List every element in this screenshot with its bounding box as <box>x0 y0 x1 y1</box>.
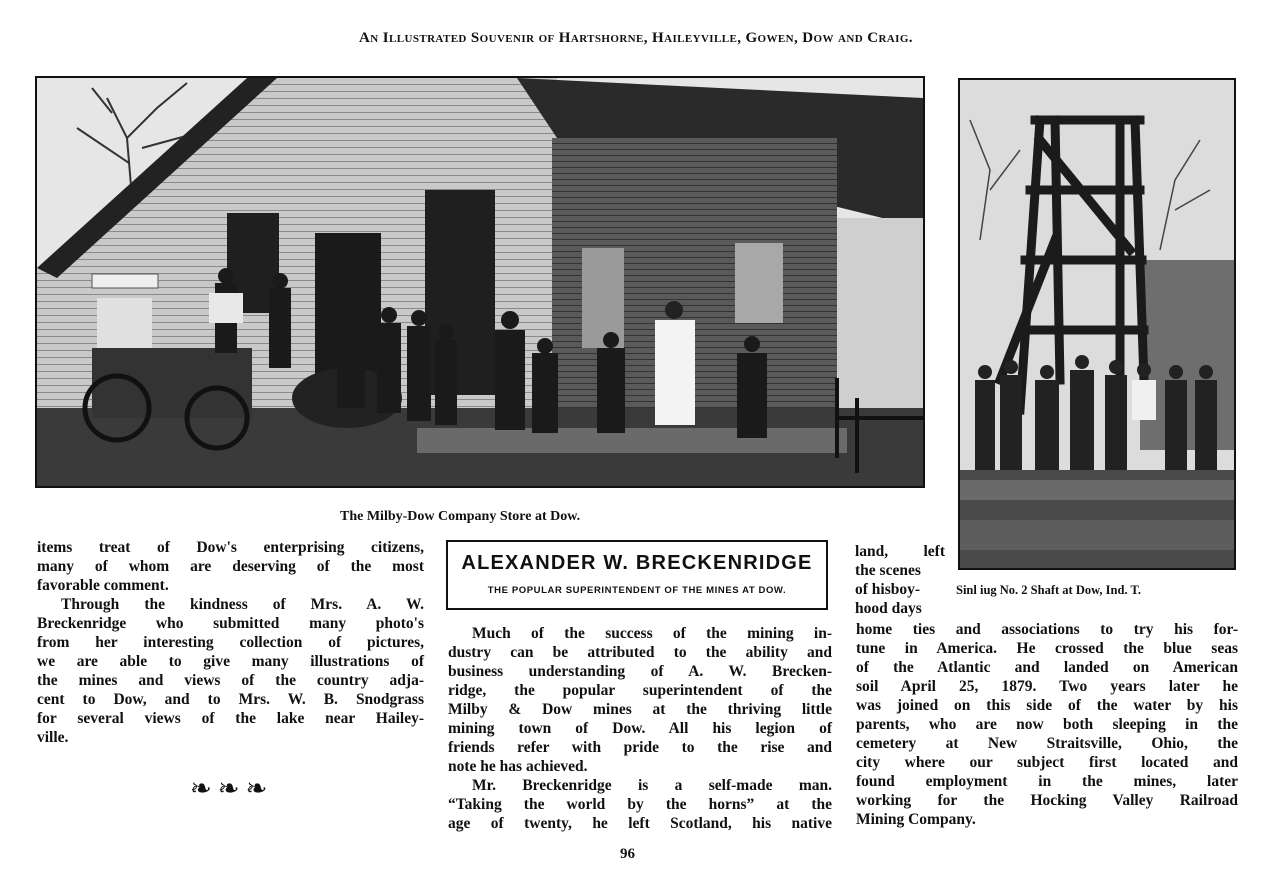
ornament-flourish: ❧❧❧ <box>190 774 274 803</box>
text-line: the scenes <box>855 562 921 579</box>
text-line: from her interesting collection of pictures, <box>37 634 424 651</box>
text-line: of hisboy- <box>855 581 921 598</box>
text-line: favorable comment. <box>37 577 169 594</box>
text-line: ridge, the popular superintendent of the <box>448 682 832 699</box>
store-photo <box>35 76 925 488</box>
article-title-box <box>446 540 828 610</box>
store-photo-caption: The Milby-Dow Company Store at Dow. <box>340 509 581 524</box>
article-title: ALEXANDER W. BRECKENRIDGE <box>461 552 813 574</box>
text-line: working for the Hocking Valley Railroad <box>856 792 1238 809</box>
text-line: Milby & Dow mines at the thriving little <box>448 701 832 718</box>
text-line: Mining Company. <box>856 811 976 828</box>
right-column <box>856 620 1238 829</box>
running-head: An Illustrated Souvenir of Hartshorne, Haileyville, Gowen, Dow and Craig. <box>359 30 913 46</box>
text-line: home ties and associations to try his for- <box>856 621 1238 638</box>
text-line: business understanding of A. W. Brecken- <box>448 663 832 680</box>
text-line: mining town of Dow. All his legion of <box>448 720 832 737</box>
text-line: city where our subject first located and <box>856 754 1238 771</box>
text-line: hood days <box>855 600 922 617</box>
text-line: cemetery at New Straitsville, Ohio, the <box>856 735 1238 752</box>
right-column-narrow <box>855 542 945 618</box>
text-line: “Taking the world by the horns” at the <box>448 796 832 813</box>
text-line: friends refer with pride to the rise and <box>448 739 832 756</box>
text-line: for several views of the lake near Hailey- <box>37 710 424 727</box>
page-number: 96 <box>620 846 635 862</box>
left-column <box>37 538 424 747</box>
text-line: dustry can be attributed to the ability and <box>448 644 832 661</box>
text-line: Much of the success of the mining in- <box>472 625 832 642</box>
text-line: many of whom are deserving of the most <box>37 558 424 575</box>
text-line: tune in America. He crossed the blue seas <box>856 640 1238 657</box>
text-line: was joined on this side of the water by his <box>856 697 1238 714</box>
text-line: found employment in the mines, later <box>856 773 1238 790</box>
shaft-photo <box>958 78 1236 570</box>
text-line: Through the kindness of Mrs. A. W. <box>61 596 424 613</box>
text-line: the mines and views of the country adja- <box>37 672 424 689</box>
store-photo-illustration <box>37 78 923 486</box>
text-line: we are able to give many illustrations of <box>37 653 424 670</box>
text-line: Breckenridge who submitted many photo's <box>37 615 424 632</box>
text-line: soil April 25, 1879. Two years later he <box>856 678 1238 695</box>
text-line: cent to Dow, and to Mrs. W. B. Snodgrass <box>37 691 424 708</box>
text-line: items treat of Dow's enterprising citizens, <box>37 539 424 556</box>
text-line: note he has achieved. <box>448 758 588 775</box>
text-line: of the Atlantic and landed on American <box>856 659 1238 676</box>
text-line: parents, who are now both sleeping in the <box>856 716 1238 733</box>
text-line: land, left <box>855 543 945 560</box>
shaft-photo-illustration <box>960 80 1234 568</box>
shaft-photo-caption: Sinl iug No. 2 Shaft at Dow, Ind. T. <box>956 583 1142 597</box>
text-line: ville. <box>37 729 69 746</box>
middle-column <box>448 624 832 833</box>
text-line: age of twenty, he left Scotland, his native <box>448 815 832 832</box>
article-subtitle: THE POPULAR SUPERINTENDENT OF THE MINES AT DOW. <box>487 585 787 596</box>
text-line: Mr. Breckenridge is a self-made man. <box>472 777 832 794</box>
